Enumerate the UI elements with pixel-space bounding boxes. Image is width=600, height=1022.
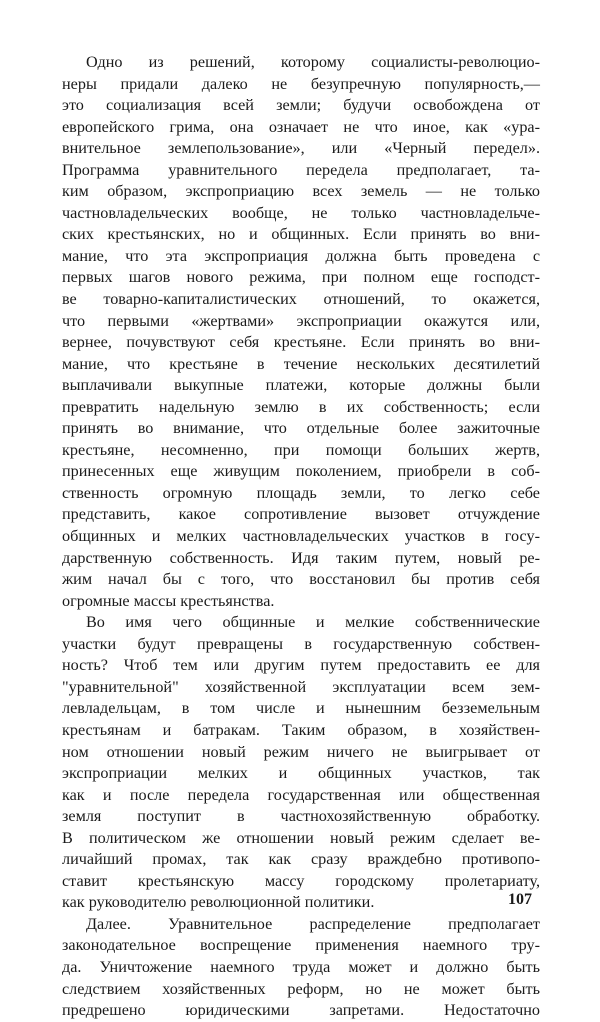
text-line: вернее, почувствуют себя крестьяне. Если принять во вни- — [62, 333, 540, 352]
text-line: превратить надельную землю в их собственность; если — [62, 397, 540, 416]
text-line: европейского грима, она означает не что иное, как «ура- — [62, 117, 540, 136]
text-line: что первыми «жертвами» экспроприации окажутся или, — [62, 311, 540, 330]
text-line: Во имя чего общинные и мелкие собственнические — [86, 613, 540, 632]
text-line: как и после передела государственная или общественная — [62, 785, 540, 804]
paragraph-1 — [62, 52, 540, 612]
text-line: да. Уничтожение наемного труда может и должно быть — [62, 957, 540, 976]
page-number: 107 — [508, 891, 532, 908]
text-line: ве товарно-капиталистических отношений, то окажется, — [62, 290, 540, 309]
text-line: левладельцам, в том числе и нынешним безземельным — [62, 699, 540, 718]
text-line: принять во внимание, что отдельные более зажиточные — [62, 419, 540, 438]
text-line: внительное землепользование», или «Черный передел». — [62, 139, 540, 158]
text-line: крестьяне, несомненно, при помощи больших жертв, — [62, 440, 540, 459]
text-line: жим начал бы с того, что восстановил бы против себя — [62, 570, 540, 589]
text-line: дарственную собственность. Идя таким путем, новый ре- — [62, 548, 540, 567]
text-line: выплачивали выкупные платежи, которые должны были — [62, 376, 540, 395]
text-line: экспроприации мелких и общинных участков, так — [62, 764, 540, 783]
text-line: личайший промах, так как сразу враждебно противопо- — [62, 850, 540, 869]
text-line: участки будут превращены в государственную собствен- — [62, 634, 540, 653]
text-line: ставит крестьянскую массу городскому пролетариату, — [62, 871, 540, 890]
text-line: ственность огромную площадь земли, то легко себе — [62, 483, 540, 502]
text-line: предрешено юридическими запретами. Недостаточно — [62, 1001, 540, 1020]
text-line: ских крестьянских, но и общинных. Если принять во вни- — [62, 225, 540, 244]
text-line: "уравнительной" хозяйственной эксплуатации всем зем- — [62, 677, 540, 696]
text-line: крестьянам и батракам. Таким образом, в хозяйствен- — [62, 720, 540, 739]
text-line: земля поступит в частнохозяйственную обработку. — [62, 807, 540, 826]
text-line: Одно из решений, которому социалисты-революцио- — [86, 53, 540, 71]
text-line: общинных и мелких частновладельческих участков в госу- — [62, 527, 540, 546]
paragraph-3 — [62, 914, 540, 1022]
paragraph-2 — [62, 612, 540, 914]
text-line: мание, что эта экспроприация должна быть проведена с — [62, 246, 540, 265]
text-line: представить, какое сопротивление вызовет отчуждение — [62, 505, 540, 524]
text-line: ном отношении новый режим ничего не выигрывает от — [62, 742, 540, 761]
text-line: это социализация всей земли; будучи освобождена от — [62, 96, 540, 115]
text-line: первых шагов нового режима, при полном еще господст- — [62, 268, 540, 287]
text-line: В политическом же отношении новый режим сделает ве- — [62, 828, 540, 847]
text-line: законодательное воспрещение применения наемного тру- — [62, 936, 540, 955]
text-line: мание, что крестьяне в течение нескольких десятилетий — [62, 354, 540, 373]
text-line: неры придали далеко не безупречную популярность,— — [62, 74, 540, 93]
text-line: Программа уравнительного передела предполагает, та- — [62, 160, 540, 179]
text-line: как руководителю революционной политики. — [62, 893, 375, 912]
text-line: огромные массы крестьянства. — [62, 591, 275, 610]
text-line: следствием хозяйственных реформ, но не может быть — [62, 979, 540, 998]
page-body — [62, 52, 540, 1022]
text-line: принесенных еще живущим поколением, приобрели в соб- — [62, 462, 540, 481]
text-line: ность? Чтоб тем или другим путем предоставить ее для — [62, 656, 540, 675]
text-line: ким образом, экспроприацию всех земель — не только — [62, 182, 540, 201]
text-line: Далее. Уравнительное распределение предполагает — [86, 914, 540, 933]
text-line: частновладельческих вообще, не только частновладельче- — [62, 203, 540, 222]
